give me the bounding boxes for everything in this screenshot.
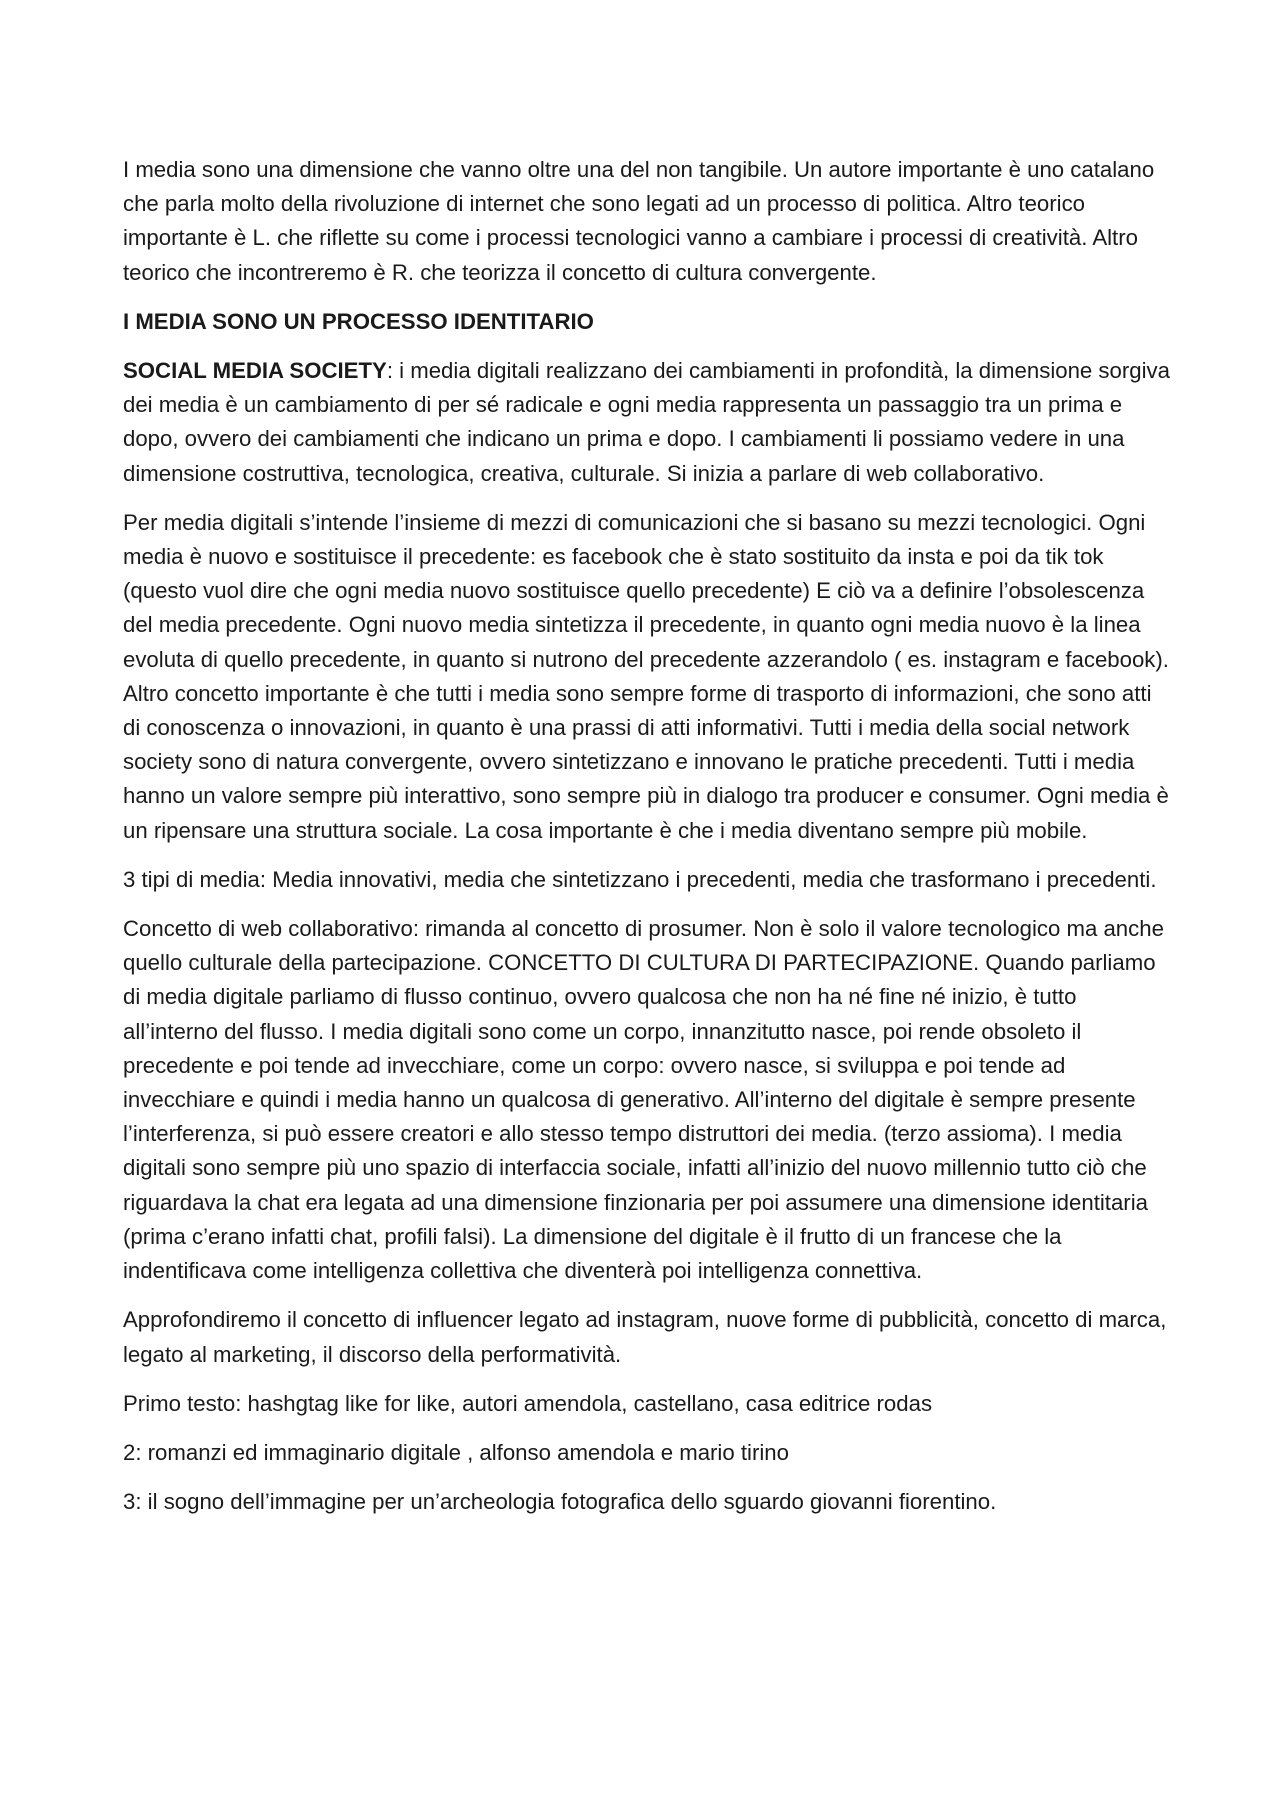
paragraph-topics: Approfondiremo il concetto di influencer legato ad instagram, nuove forme di pubblicità, concetto di marca, legato al marketing, il discorso della performatività.: [123, 1307, 1167, 1367]
paragraph-label: SOCIAL MEDIA SOCIETY: [123, 358, 387, 384]
paragraph-text: : i media digitali realizzano dei cambiamenti in profondità, la dimensione sorgiva dei media è un cambiamento di per sé radicale e ogni media rappresenta un passaggio tra un prima e dopo, ovvero dei cambiamenti che indicano un prima e dopo. I cambiamenti li possiamo vedere in una dimensione costruttiva, tecnologica, creativa, culturale. Si inizia a parlare di web collaborativo.: [123, 358, 1170, 486]
paragraph-media-types: 3 tipi di media: Media innovativi, media che sintetizzano i precedenti, media che trasformano i precedenti.: [123, 866, 1157, 892]
section-heading: I MEDIA SONO UN PROCESSO IDENTITARIO: [123, 308, 594, 334]
reference-1: Primo testo: hashgtag like for like, autori amendola, castellano, casa editrice rodas: [123, 1390, 933, 1416]
paragraph-digital-media: Per media digitali s’intende l’insieme di mezzi di comunicazioni che si basano su mezzi tecnologici. Ogni media è nuovo e sostituisce il precedente: es facebook che è stato sostituito da insta e poi da tik tok (questo vuol dire che ogni media nuovo sostituisce quello precedente) E ciò va a definire l’obsolescenza del media precedente. Ogni nuovo media sintetizza il precedente, in quanto ogni media nuovo è la linea evoluta di quello precedente, in quanto si nutrono del precedente azzerandolo ( es. instagram e facebook). Altro concetto importante è che tutti i media sono sempre forme di trasporto di informazioni, che sono atti di conoscenza o innovazioni, in quanto è una prassi di atti informativi. Tutti i media della social network society sono di natura convergente, ovvero sintetizzano e innovano le pratiche precedenti. Tutti i media hanno un valore sempre più interattivo, sono sempre più in dialogo tra producer e consumer. Ogni media è un ripensare una struttura sociale. La cosa importante è che i media diventano sempre più mobile.: [123, 509, 1169, 843]
paragraph-web-collaborativo: Concetto di web collaborativo: rimanda al concetto di prosumer. Non è solo il valore tecnologico ma anche quello culturale della partecipazione. CONCETTO DI CULTURA DI PARTECIPAZIONE. Quando parliamo di media digitale parliamo di flusso continuo, ovvero qualcosa che non ha né fine né inizio, è tutto all’interno del flusso. I media digitali sono come un corpo, innanzitutto nasce, poi rende obsoleto il precedente e poi tende ad invecchiare, come un corpo: ovvero nasce, si sviluppa e poi tende ad invecchiare e quindi i media hanno un qualcosa di generativo. All’interno del digitale è sempre presente l’interferenza, si può essere creatori e allo stesso tempo distruttori dei media. (terzo assioma). I media digitali sono sempre più uno spazio di interfaccia sociale, infatti all’inizio del nuovo millennio tutto ciò che riguardava la chat era legata ad una dimensione finzionaria per poi assumere una dimensione identitaria (prima c’erano infatti chat, profili falsi). La dimensione del digitale è il frutto di un francese che la indentificava come intelligenza collettiva che diventerà poi intelligenza connettiva.: [123, 916, 1164, 1284]
document-body: [123, 153, 1173, 1534]
paragraph-intro: I media sono una dimensione che vanno oltre una del non tangibile. Un autore importante è uno catalano che parla molto della rivoluzione di internet che sono legati ad un processo di politica. Altro teorico importante è L. che riflette su come i processi tecnologici vanno a cambiare i processi di creatività. Altro teorico che incontreremo è R. che teorizza il concetto di cultura convergente.: [123, 157, 1155, 285]
reference-2: 2: romanzi ed immaginario digitale , alfonso amendola e mario tirino: [123, 1439, 789, 1465]
reference-3: 3: il sogno dell’immagine per un’archeologia fotografica dello sguardo giovanni fiorentino.: [123, 1489, 997, 1515]
paragraph-social-media-society: [123, 354, 1173, 491]
